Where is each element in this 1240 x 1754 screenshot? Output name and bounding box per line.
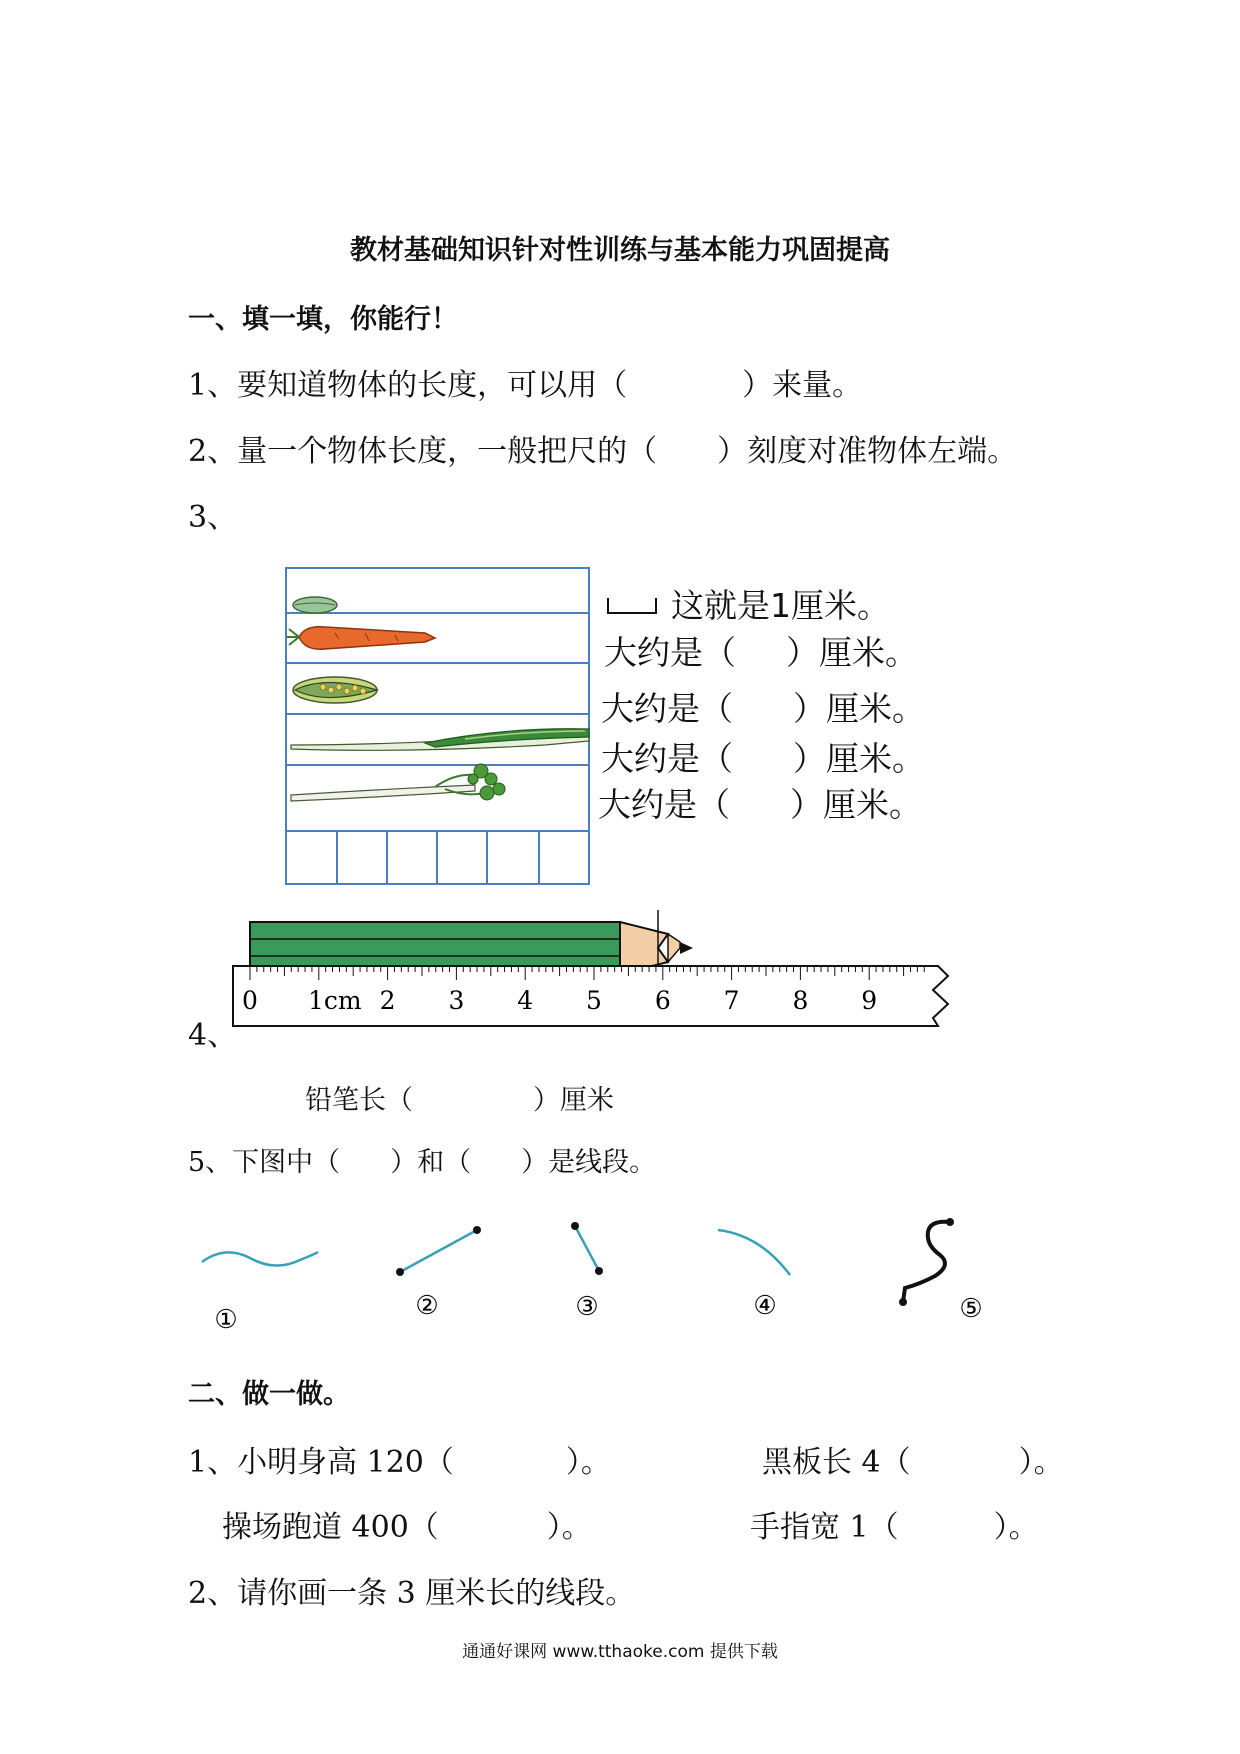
ruler-label: 5 <box>586 986 602 1015</box>
ruler-label: 4 <box>517 986 534 1015</box>
s2-q1-c <box>222 1502 592 1546</box>
s2-q1-b-prefix: 黑板长 4（ <box>762 1445 911 1480</box>
s2-q1-b-suffix: ）。 <box>1018 1445 1064 1480</box>
carrot-answer <box>604 627 918 674</box>
s2-q1-d-suffix: ）。 <box>993 1510 1039 1545</box>
s2-q2: 2、请你画一条 3 厘米长的线段。 <box>188 1576 636 1611</box>
ruler-label: 9 <box>861 986 878 1015</box>
label-4: ④ <box>753 1291 777 1321</box>
curve-5 <box>899 1218 954 1306</box>
leaf-icon <box>293 597 337 613</box>
carrot-icon <box>287 627 435 650</box>
ruler-label: 6 <box>654 986 671 1015</box>
section1-heading: 一、填一填，你能行！ <box>188 304 458 335</box>
segment-3 <box>571 1222 603 1275</box>
row-suffix: ）厘米。 <box>793 689 925 728</box>
unit-line: 这就是1厘米。 <box>671 586 890 625</box>
line-shapes-figure <box>190 1210 1010 1340</box>
s2-q1-a-prefix: 1、小明身高 120（ <box>188 1445 454 1480</box>
q4-suffix: ）厘米 <box>533 1085 614 1116</box>
ruler-label: 8 <box>792 986 809 1015</box>
s2-q1-a <box>188 1437 611 1481</box>
ruler-label: 1cm <box>307 986 362 1015</box>
q2-prefix: 2、量一个物体长度，一般把尺的（ <box>188 434 658 469</box>
section2-heading: 二、做一做。 <box>188 1379 350 1410</box>
arc-4 <box>718 1230 790 1275</box>
one-cm-segment-icon <box>607 598 657 614</box>
row-suffix: ）厘米。 <box>786 633 918 672</box>
row-prefix: 大约是（ <box>604 633 736 672</box>
vegetable-grid-figure <box>285 567 591 887</box>
label-5: ⑤ <box>959 1294 983 1324</box>
label-1: ① <box>214 1305 238 1335</box>
celery-answer <box>598 779 922 826</box>
celery-icon <box>291 764 505 801</box>
q2-suffix: ）刻度对准物体左端。 <box>717 434 1018 469</box>
q5-middle: ）和（ <box>390 1147 472 1178</box>
row-suffix: ）厘米。 <box>790 785 922 824</box>
q1-prefix: 1、要知道物体的长度，可以用（ <box>188 368 628 403</box>
corn-answer <box>601 683 925 730</box>
ruler-label: 3 <box>448 986 465 1015</box>
row-suffix: ）厘米。 <box>793 739 925 778</box>
row-prefix: 大约是（ <box>601 689 733 728</box>
question-4-number: 4、 <box>188 1018 238 1053</box>
label-2: ② <box>415 1291 439 1321</box>
q4-answer <box>305 1078 614 1117</box>
ruler-label: 7 <box>723 986 740 1015</box>
question-3-number: 3、 <box>188 500 238 535</box>
s2-q1-d <box>750 1502 1039 1546</box>
ruler-label: 2 <box>379 986 396 1015</box>
footer: 通通好课网 www.tthaoke.com 提供下载 <box>462 1642 778 1662</box>
s2-q1-d-prefix: 手指宽 1（ <box>750 1510 899 1545</box>
q4-prefix: 铅笔长（ <box>305 1085 413 1116</box>
s2-q1-b <box>762 1437 1064 1481</box>
corn-icon <box>293 677 377 703</box>
green-onion-icon <box>291 729 589 751</box>
s2-q1-a-suffix: ）。 <box>565 1445 611 1480</box>
q1-suffix: ）来量。 <box>742 368 863 403</box>
s2-q1-c-suffix: ）。 <box>546 1510 592 1545</box>
page-title: 教材基础知识针对性训练与基本能力巩固提高 <box>350 235 890 266</box>
row-prefix: 大约是（ <box>601 739 733 778</box>
centimeter-cells <box>337 831 539 884</box>
ruler-label: 0 <box>242 986 258 1015</box>
green-onion-answer <box>601 733 925 780</box>
s2-q1-c-prefix: 操场跑道 400（ <box>222 1510 439 1545</box>
label-3: ③ <box>575 1292 599 1322</box>
row-prefix: 大约是（ <box>598 785 730 824</box>
q5-suffix: ）是线段。 <box>521 1147 657 1178</box>
question-2 <box>188 426 1017 470</box>
segment-2 <box>396 1226 481 1276</box>
question-1 <box>188 360 862 404</box>
question-5 <box>188 1140 656 1179</box>
pencil-ruler-figure <box>228 908 958 1038</box>
q5-prefix: 5、下图中（ <box>188 1147 341 1178</box>
curve-1 <box>202 1252 318 1266</box>
